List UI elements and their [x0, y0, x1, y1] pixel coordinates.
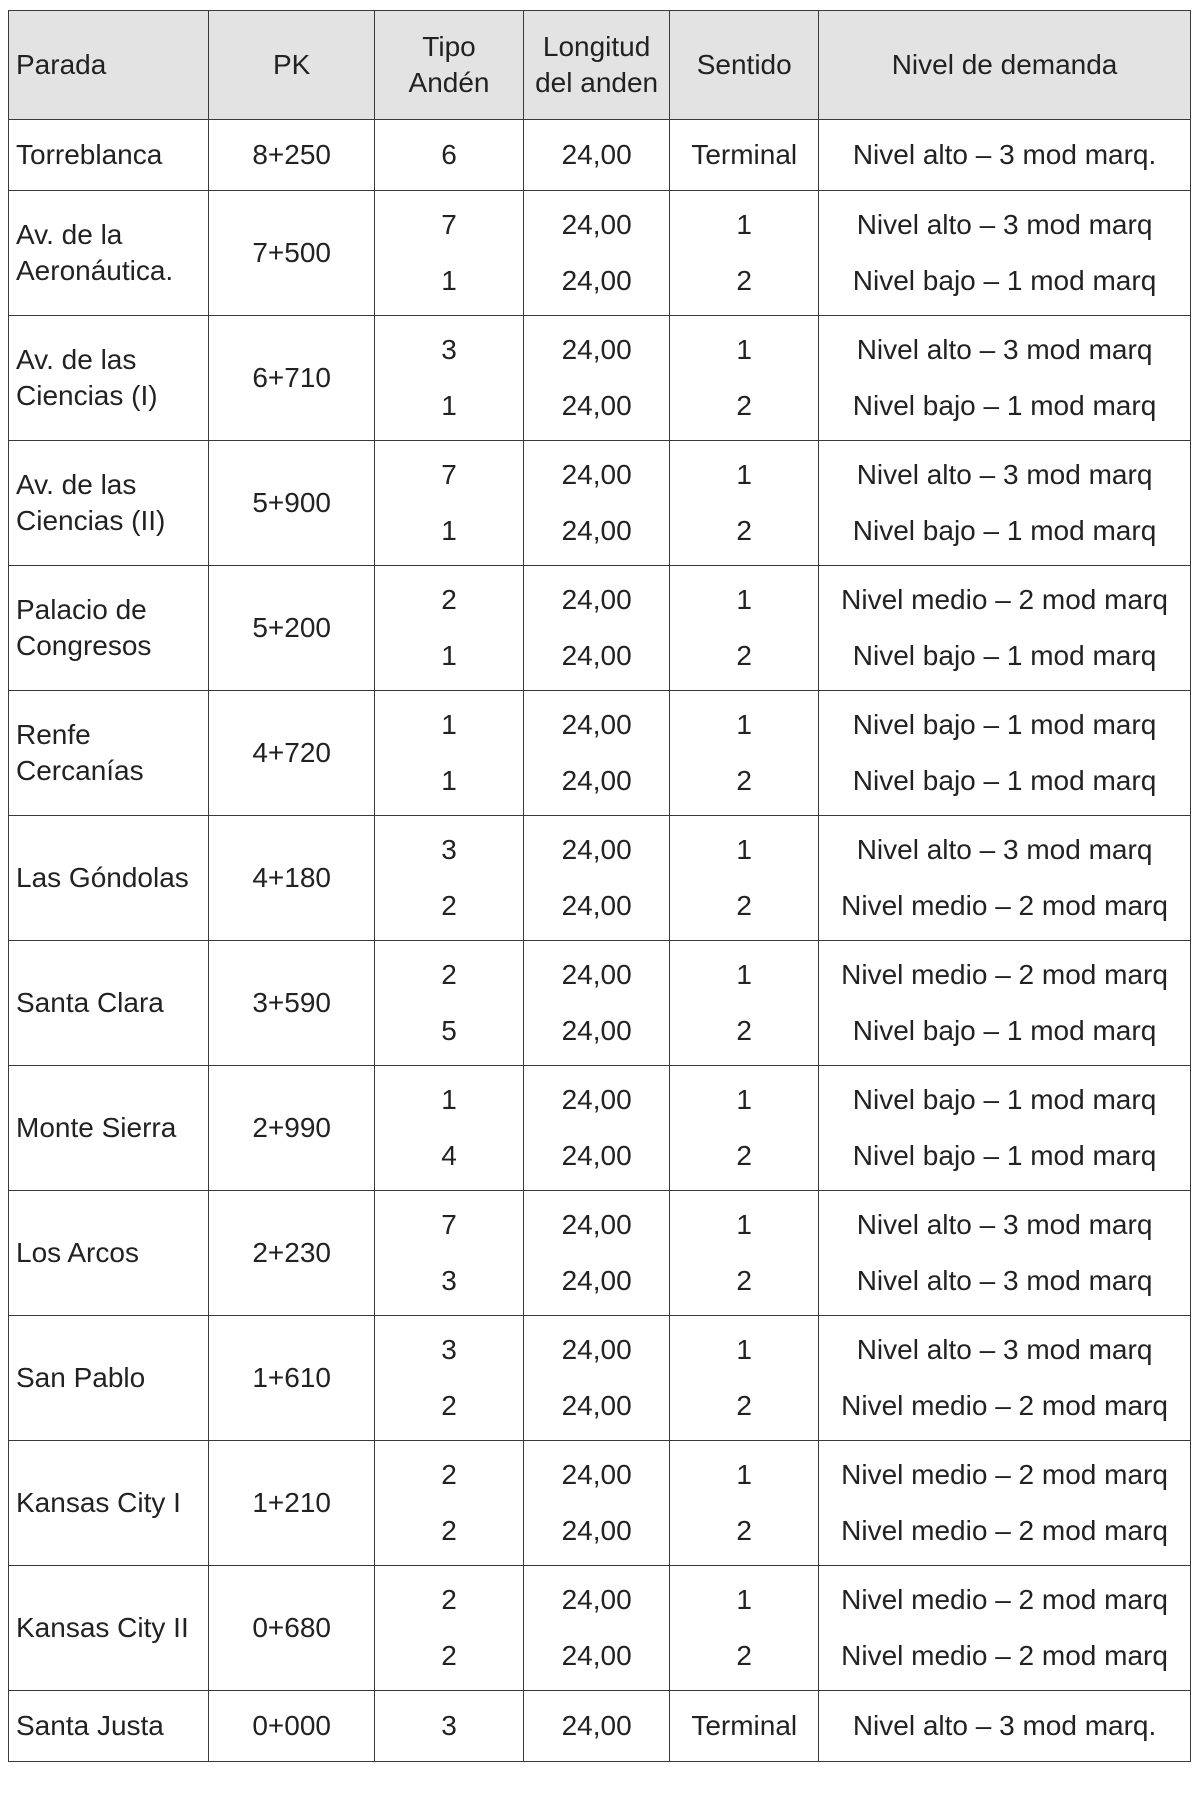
table-row — [9, 191, 1191, 316]
table-body — [9, 120, 1191, 1762]
cell-nivel-demanda-value: Nivel medio – 2 mod marq — [841, 1640, 1168, 1671]
cell-sentido-value: 2 — [736, 265, 752, 296]
cell-sentido-value: 1 — [736, 959, 752, 990]
cell-nivel-demanda-value: Nivel bajo – 1 mod marq — [852, 640, 1157, 671]
cell-sentido-value: 1 — [736, 1084, 752, 1115]
cell-longitud-value: 24,00 — [561, 1459, 632, 1490]
cell-nivel-demanda-value: Nivel bajo – 1 mod marq — [852, 1015, 1157, 1046]
cell-nivel-demanda — [819, 120, 1191, 191]
cell-sentido — [670, 816, 819, 941]
cell-tipo-anden-value: 2 — [441, 890, 457, 921]
cell-nivel-demanda-value: Nivel bajo – 1 mod marq — [852, 1084, 1157, 1115]
cell-nivel-demanda-value: Nivel alto – 3 mod marq. — [852, 1710, 1157, 1741]
cell-nivel-demanda — [819, 441, 1191, 566]
cell-sentido — [670, 1566, 819, 1691]
cell-longitud-value: 24,00 — [561, 1584, 632, 1615]
cell-nivel-demanda-value: Nivel medio – 2 mod marq — [841, 584, 1168, 615]
cell-parada: Renfe Cercanías — [9, 691, 209, 816]
cell-pk: 0+680 — [209, 1566, 375, 1691]
cell-pk: 5+900 — [209, 441, 375, 566]
header-tipo-anden: Tipo Andén — [375, 11, 524, 120]
cell-nivel-demanda-value: Nivel alto – 3 mod marq — [856, 209, 1153, 240]
table-row — [9, 1066, 1191, 1191]
cell-nivel-demanda-value: Nivel alto – 3 mod marq. — [852, 139, 1157, 170]
cell-sentido-value: 2 — [736, 640, 752, 671]
cell-nivel-demanda-value: Nivel medio – 2 mod marq — [841, 1459, 1168, 1490]
cell-nivel-demanda-value: Nivel bajo – 1 mod marq — [852, 515, 1157, 546]
cell-longitud-value: 24,00 — [561, 1265, 632, 1296]
cell-longitud-value: 24,00 — [561, 890, 632, 921]
cell-nivel-demanda — [819, 566, 1191, 691]
cell-sentido — [670, 566, 819, 691]
cell-parada: Av. de la Aeronáutica. — [9, 191, 209, 316]
cell-tipo-anden-value: 7 — [441, 459, 457, 490]
cell-parada: Monte Sierra — [9, 1066, 209, 1191]
cell-tipo-anden-value: 1 — [441, 1084, 457, 1115]
cell-tipo-anden — [375, 816, 524, 941]
cell-nivel-demanda-value: Nivel alto – 3 mod marq — [856, 1265, 1153, 1296]
cell-parada: Los Arcos — [9, 1191, 209, 1316]
cell-sentido-value: 2 — [736, 1265, 752, 1296]
cell-nivel-demanda — [819, 941, 1191, 1066]
cell-longitud — [523, 691, 669, 816]
cell-sentido-value: 1 — [736, 834, 752, 865]
cell-tipo-anden-value: 5 — [441, 1015, 457, 1046]
cell-longitud-value: 24,00 — [561, 1140, 632, 1171]
cell-longitud-value: 24,00 — [561, 1640, 632, 1671]
cell-longitud-value: 24,00 — [561, 959, 632, 990]
cell-parada: Av. de las Ciencias (I) — [9, 316, 209, 441]
cell-tipo-anden — [375, 1191, 524, 1316]
cell-tipo-anden — [375, 941, 524, 1066]
cell-tipo-anden-value: 2 — [441, 1515, 457, 1546]
cell-longitud-value: 24,00 — [561, 390, 632, 421]
cell-tipo-anden — [375, 1691, 524, 1762]
table-row — [9, 1441, 1191, 1566]
cell-sentido-value: 2 — [736, 515, 752, 546]
cell-sentido-value: 2 — [736, 765, 752, 796]
cell-longitud — [523, 191, 669, 316]
cell-pk: 5+200 — [209, 566, 375, 691]
cell-sentido — [670, 1316, 819, 1441]
cell-pk: 8+250 — [209, 120, 375, 191]
cell-tipo-anden-value: 4 — [441, 1140, 457, 1171]
cell-tipo-anden-value: 3 — [441, 334, 457, 365]
cell-tipo-anden — [375, 120, 524, 191]
cell-longitud-value: 24,00 — [561, 334, 632, 365]
cell-tipo-anden — [375, 441, 524, 566]
cell-tipo-anden — [375, 191, 524, 316]
cell-tipo-anden-value: 7 — [441, 1209, 457, 1240]
cell-longitud-value: 24,00 — [561, 139, 632, 170]
cell-nivel-demanda — [819, 816, 1191, 941]
cell-nivel-demanda-value: Nivel alto – 3 mod marq — [856, 1209, 1153, 1240]
cell-nivel-demanda-value: Nivel alto – 3 mod marq — [856, 459, 1153, 490]
table-row — [9, 1691, 1191, 1762]
cell-nivel-demanda — [819, 1441, 1191, 1566]
cell-nivel-demanda — [819, 1066, 1191, 1191]
cell-sentido — [670, 120, 819, 191]
cell-nivel-demanda — [819, 1691, 1191, 1762]
cell-nivel-demanda — [819, 1191, 1191, 1316]
cell-tipo-anden-value: 3 — [441, 1710, 457, 1741]
cell-longitud — [523, 120, 669, 191]
header-pk: PK — [209, 11, 375, 120]
cell-longitud-value: 24,00 — [561, 1390, 632, 1421]
cell-sentido-value: 1 — [736, 1584, 752, 1615]
cell-longitud-value: 24,00 — [561, 515, 632, 546]
cell-tipo-anden-value: 3 — [441, 1334, 457, 1365]
header-sentido: Sentido — [670, 11, 819, 120]
cell-tipo-anden — [375, 316, 524, 441]
cell-tipo-anden — [375, 1441, 524, 1566]
cell-tipo-anden — [375, 691, 524, 816]
cell-tipo-anden-value: 2 — [441, 584, 457, 615]
cell-nivel-demanda-value: Nivel bajo – 1 mod marq — [852, 1140, 1157, 1171]
cell-longitud — [523, 1066, 669, 1191]
cell-sentido-value: 2 — [736, 1515, 752, 1546]
cell-nivel-demanda-value: Nivel bajo – 1 mod marq — [852, 390, 1157, 421]
cell-tipo-anden — [375, 1066, 524, 1191]
cell-pk: 1+210 — [209, 1441, 375, 1566]
cell-tipo-anden-value: 3 — [441, 834, 457, 865]
cell-nivel-demanda-value: Nivel bajo – 1 mod marq — [852, 765, 1157, 796]
cell-longitud-value: 24,00 — [561, 1334, 632, 1365]
table-row — [9, 941, 1191, 1066]
cell-longitud — [523, 441, 669, 566]
cell-longitud — [523, 1691, 669, 1762]
table-row — [9, 441, 1191, 566]
cell-sentido-value: Terminal — [691, 139, 798, 170]
cell-longitud-value: 24,00 — [561, 584, 632, 615]
cell-nivel-demanda-value: Nivel medio – 2 mod marq — [841, 1515, 1168, 1546]
cell-parada: Las Góndolas — [9, 816, 209, 941]
cell-pk: 1+610 — [209, 1316, 375, 1441]
cell-sentido — [670, 691, 819, 816]
cell-longitud — [523, 1441, 669, 1566]
cell-longitud — [523, 566, 669, 691]
cell-parada: Santa Justa — [9, 1691, 209, 1762]
cell-nivel-demanda-value: Nivel bajo – 1 mod marq — [852, 709, 1157, 740]
cell-nivel-demanda — [819, 316, 1191, 441]
cell-nivel-demanda — [819, 1566, 1191, 1691]
cell-sentido-value: 2 — [736, 390, 752, 421]
cell-parada: San Pablo — [9, 1316, 209, 1441]
cell-nivel-demanda — [819, 191, 1191, 316]
table-row — [9, 1566, 1191, 1691]
cell-parada: Torreblanca — [9, 120, 209, 191]
cell-longitud-value: 24,00 — [561, 1710, 632, 1741]
cell-longitud-value: 24,00 — [561, 1084, 632, 1115]
cell-longitud — [523, 316, 669, 441]
cell-longitud-value: 24,00 — [561, 765, 632, 796]
cell-tipo-anden-value: 7 — [441, 209, 457, 240]
cell-tipo-anden-value: 6 — [441, 139, 457, 170]
cell-nivel-demanda-value: Nivel bajo – 1 mod marq — [852, 265, 1157, 296]
cell-tipo-anden — [375, 1566, 524, 1691]
cell-tipo-anden-value: 1 — [441, 390, 457, 421]
table-row — [9, 816, 1191, 941]
cell-sentido-value: 1 — [736, 1209, 752, 1240]
table-row — [9, 691, 1191, 816]
cell-sentido-value: 1 — [736, 584, 752, 615]
header-longitud: Longitud del anden — [523, 11, 669, 120]
cell-sentido-value: 2 — [736, 890, 752, 921]
cell-parada: Kansas City II — [9, 1566, 209, 1691]
cell-tipo-anden-value: 2 — [441, 1640, 457, 1671]
cell-pk: 4+720 — [209, 691, 375, 816]
table-row — [9, 120, 1191, 191]
cell-nivel-demanda-value: Nivel medio – 2 mod marq — [841, 890, 1168, 921]
cell-longitud-value: 24,00 — [561, 265, 632, 296]
cell-pk: 3+590 — [209, 941, 375, 1066]
cell-sentido — [670, 1066, 819, 1191]
cell-longitud-value: 24,00 — [561, 459, 632, 490]
cell-sentido-value: Terminal — [691, 1710, 798, 1741]
cell-longitud-value: 24,00 — [561, 834, 632, 865]
cell-tipo-anden-value: 2 — [441, 959, 457, 990]
cell-longitud-value: 24,00 — [561, 1515, 632, 1546]
table-row — [9, 1191, 1191, 1316]
cell-tipo-anden-value: 1 — [441, 265, 457, 296]
cell-pk: 7+500 — [209, 191, 375, 316]
table-header-row — [9, 11, 1191, 120]
cell-tipo-anden-value: 1 — [441, 515, 457, 546]
cell-tipo-anden-value: 1 — [441, 765, 457, 796]
cell-sentido — [670, 1691, 819, 1762]
cell-tipo-anden — [375, 566, 524, 691]
stops-table — [8, 10, 1191, 1762]
cell-pk: 4+180 — [209, 816, 375, 941]
cell-parada: Kansas City I — [9, 1441, 209, 1566]
cell-longitud-value: 24,00 — [561, 1015, 632, 1046]
cell-nivel-demanda — [819, 1316, 1191, 1441]
cell-tipo-anden-value: 2 — [441, 1584, 457, 1615]
cell-longitud-value: 24,00 — [561, 1209, 632, 1240]
cell-sentido-value: 2 — [736, 1390, 752, 1421]
cell-tipo-anden-value: 1 — [441, 709, 457, 740]
cell-sentido-value: 1 — [736, 459, 752, 490]
cell-nivel-demanda-value: Nivel alto – 3 mod marq — [856, 334, 1153, 365]
cell-parada: Palacio de Congresos — [9, 566, 209, 691]
cell-sentido-value: 1 — [736, 1334, 752, 1365]
cell-longitud — [523, 1191, 669, 1316]
cell-parada: Santa Clara — [9, 941, 209, 1066]
cell-longitud-value: 24,00 — [561, 640, 632, 671]
cell-longitud — [523, 1316, 669, 1441]
cell-tipo-anden-value: 1 — [441, 640, 457, 671]
cell-longitud — [523, 941, 669, 1066]
cell-nivel-demanda-value: Nivel medio – 2 mod marq — [841, 959, 1168, 990]
header-parada: Parada — [9, 11, 209, 120]
cell-longitud — [523, 816, 669, 941]
cell-sentido-value: 1 — [736, 709, 752, 740]
cell-sentido-value: 2 — [736, 1140, 752, 1171]
cell-nivel-demanda-value: Nivel alto – 3 mod marq — [856, 1334, 1153, 1365]
cell-pk: 2+990 — [209, 1066, 375, 1191]
cell-nivel-demanda-value: Nivel medio – 2 mod marq — [841, 1390, 1168, 1421]
cell-tipo-anden-value: 2 — [441, 1459, 457, 1490]
cell-sentido — [670, 1441, 819, 1566]
cell-pk: 6+710 — [209, 316, 375, 441]
cell-sentido-value: 2 — [736, 1640, 752, 1671]
cell-longitud-value: 24,00 — [561, 709, 632, 740]
cell-sentido-value: 2 — [736, 1015, 752, 1046]
cell-pk: 0+000 — [209, 1691, 375, 1762]
cell-sentido-value: 1 — [736, 334, 752, 365]
cell-nivel-demanda — [819, 691, 1191, 816]
table-row — [9, 1316, 1191, 1441]
cell-parada: Av. de las Ciencias (II) — [9, 441, 209, 566]
cell-tipo-anden — [375, 1316, 524, 1441]
cell-nivel-demanda-value: Nivel medio – 2 mod marq — [841, 1584, 1168, 1615]
header-nivel-demanda: Nivel de demanda — [819, 11, 1191, 120]
cell-sentido — [670, 191, 819, 316]
table-row — [9, 566, 1191, 691]
cell-sentido — [670, 441, 819, 566]
cell-pk: 2+230 — [209, 1191, 375, 1316]
cell-sentido — [670, 1191, 819, 1316]
table-row — [9, 316, 1191, 441]
cell-tipo-anden-value: 2 — [441, 1390, 457, 1421]
cell-sentido-value: 1 — [736, 209, 752, 240]
cell-longitud — [523, 1566, 669, 1691]
cell-sentido — [670, 941, 819, 1066]
cell-sentido — [670, 316, 819, 441]
cell-longitud-value: 24,00 — [561, 209, 632, 240]
cell-nivel-demanda-value: Nivel alto – 3 mod marq — [856, 834, 1153, 865]
cell-tipo-anden-value: 3 — [441, 1265, 457, 1296]
cell-sentido-value: 1 — [736, 1459, 752, 1490]
